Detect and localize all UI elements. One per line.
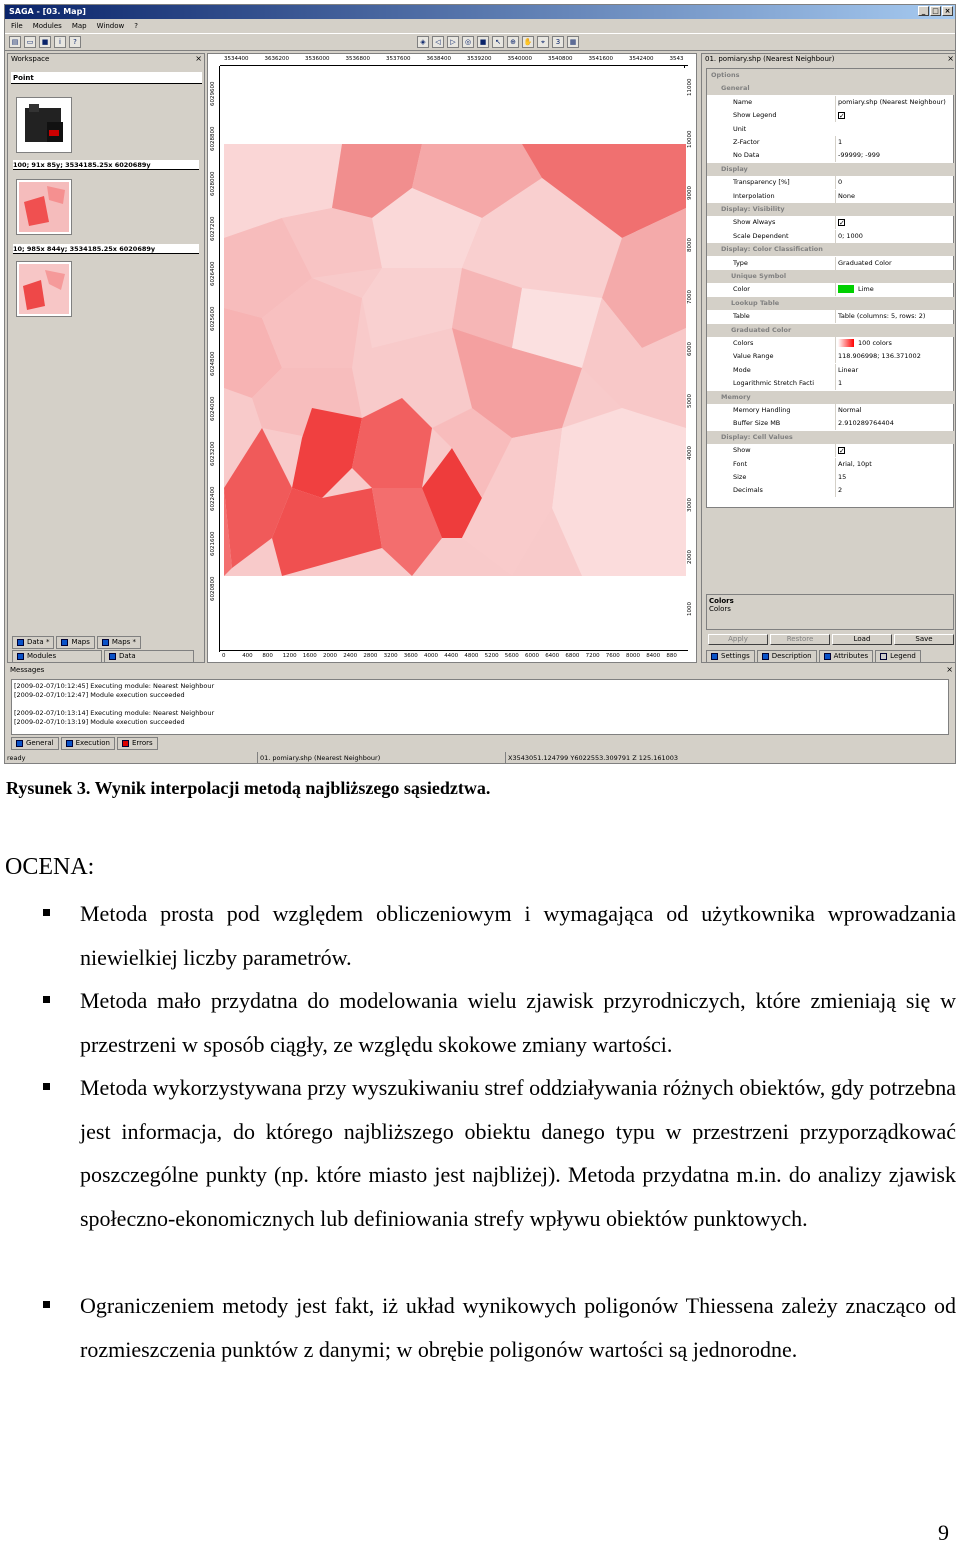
ruler-tick: 4800: [464, 653, 479, 659]
tab-errors[interactable]: [117, 737, 158, 750]
message-line: [2009-02-07/10:12:47] Module execution succeeded: [14, 691, 185, 699]
ruler-tick: 800: [262, 653, 273, 659]
checkbox-checked-icon[interactable]: [838, 219, 845, 226]
tab-label: Settings: [721, 652, 750, 660]
ruler-tick: 3540800: [548, 56, 573, 62]
ruler-tick: 5000: [687, 394, 693, 408]
ruler-tick: 6029600: [210, 81, 216, 106]
grid-thumbnail-1-image: [19, 182, 69, 232]
property-row[interactable]: [707, 377, 955, 390]
tab-settings[interactable]: [706, 650, 755, 663]
property-value[interactable]: [835, 216, 953, 229]
property-value-text: Normal: [838, 406, 862, 414]
color-swatch: [838, 339, 854, 347]
3d-icon[interactable]: 3: [552, 36, 564, 48]
ruler-tick: 6027200: [210, 216, 216, 241]
zoom-forward-icon[interactable]: ▷: [447, 36, 459, 48]
property-value-text: -99999; -999: [838, 151, 881, 160]
workspace-tabs-top: [12, 636, 141, 649]
ruler-tick: 3534400: [224, 56, 249, 62]
property-row[interactable]: [707, 417, 955, 430]
workspace-tree: [11, 72, 202, 638]
title-bar: [5, 5, 955, 19]
tab-legend[interactable]: [875, 650, 921, 663]
layout-icon[interactable]: ▦: [567, 36, 579, 48]
property-value[interactable]: [835, 230, 953, 243]
property-row[interactable]: [707, 283, 955, 296]
ruler-tick: 6020800: [210, 576, 216, 601]
description-text: Colors: [709, 605, 731, 613]
color-swatch: [838, 285, 854, 293]
property-row[interactable]: [707, 230, 955, 243]
status-bar: [5, 752, 955, 764]
property-category[interactable]: [707, 431, 955, 444]
tab-modules[interactable]: [12, 650, 102, 663]
tab-maps[interactable]: [56, 636, 94, 649]
bullet-item-2: Metoda mało przydatna do modelowania wielu zjawisk przyrodniczych, które zmieniają się w przestrzeni w sposób ciągły, ze względu skokowe zmiany wartości.: [80, 988, 956, 1057]
property-key: Memory Handling: [733, 406, 791, 414]
property-value[interactable]: [835, 149, 953, 162]
bullet-item-3: Metoda wykorzystywana przy wyszukiwaniu stref oddziaływania różnych obiektów, gdy potrzebna jest informacja, do którego najbliższego obiektu danego typu w przestrzeni przyporządkować poszczególne punkty (np. które miasto jest najbliżej). Metoda przydatna m.in. do analizy zjawisk społeczno-ekonomicznych lub definiowania strefy wpływu obiektów punktowych.: [80, 1075, 956, 1231]
ruler-tick: 3540000: [507, 56, 532, 62]
tab-label: Modules: [27, 652, 57, 660]
tab-label: Execution: [75, 739, 110, 747]
points-thumbnail-image: [19, 100, 69, 150]
properties-panel: [701, 53, 956, 663]
property-key: Color: [733, 285, 750, 294]
property-value[interactable]: [835, 190, 953, 203]
ruler-tick: 3539200: [467, 56, 492, 62]
property-row[interactable]: [707, 109, 955, 122]
map-view[interactable]: [207, 53, 697, 663]
data-icon: [17, 639, 24, 646]
property-row[interactable]: [707, 471, 955, 484]
property-row[interactable]: [707, 337, 955, 350]
tab-data-star[interactable]: [12, 636, 54, 649]
property-category[interactable]: [707, 324, 955, 337]
menu-window[interactable]: Window: [96, 22, 125, 30]
property-value-text: 1: [838, 379, 843, 388]
ruler-tick: 3536000: [305, 56, 330, 62]
figure-caption: Rysunek 3. Wynik interpolacji metodą najbliższego sąsiedztwa.: [6, 778, 491, 798]
property-value-text: 1: [838, 138, 843, 146]
messages-panel: [7, 665, 955, 751]
property-key: General: [721, 84, 750, 93]
apply-button[interactable]: Apply: [708, 634, 768, 645]
property-row[interactable]: [707, 257, 955, 270]
property-value[interactable]: [835, 471, 953, 484]
property-value[interactable]: [835, 109, 953, 122]
ruler-tick: 1600: [302, 653, 317, 659]
property-value-text: None: [838, 191, 855, 200]
property-key: Z-Factor: [733, 138, 760, 146]
ruler-tick: 3000: [687, 498, 693, 512]
tab-label: Data *: [27, 638, 50, 646]
workspace-tabs-bottom: [12, 650, 194, 663]
property-key: Scale Dependent: [733, 231, 789, 240]
data-icon: [109, 653, 116, 660]
layer-label-2[interactable]: 10; 985x 844y; 3534185.25x 6020689y: [13, 244, 199, 254]
grid-thumbnail-1[interactable]: [17, 180, 71, 234]
property-key: Type: [733, 258, 748, 267]
ruler-tick: 11000: [687, 78, 693, 96]
property-row[interactable]: [707, 444, 955, 457]
property-key: Logarithmic Stretch Facti: [733, 379, 815, 388]
property-category[interactable]: [707, 391, 955, 404]
property-row[interactable]: [707, 458, 955, 471]
status-ready: ready: [7, 754, 26, 762]
workspace-icon[interactable]: ▭: [24, 36, 36, 48]
zoom-full-icon[interactable]: ◈: [417, 36, 429, 48]
property-value[interactable]: [835, 404, 953, 417]
property-category[interactable]: [707, 297, 955, 310]
property-key: Mode: [733, 365, 751, 374]
property-value[interactable]: [835, 377, 953, 390]
ruler-tick: 5600: [504, 653, 519, 659]
synchronize-icon[interactable]: ■: [477, 36, 489, 48]
property-value-text: Table (columns: 5, rows: 2): [838, 312, 926, 321]
property-value[interactable]: [835, 176, 953, 189]
description-box: [706, 594, 954, 630]
workspace-panel: [7, 53, 205, 663]
grid-thumbnail-2[interactable]: [17, 262, 71, 316]
property-key: Display: Color Classification: [721, 245, 823, 254]
ruler-tick: 4000: [424, 653, 438, 659]
load-button[interactable]: Load: [832, 634, 892, 645]
minimize-button[interactable]: _: [918, 6, 929, 16]
bullet-item-1: Metoda prosta pod względem obliczeniowym i wymagająca od użytkownika wprowadzania niewielkiej liczby parametrów.: [80, 901, 956, 970]
tab-data[interactable]: [104, 650, 194, 663]
pan-icon[interactable]: ✋: [523, 38, 533, 46]
property-category[interactable]: [707, 270, 955, 283]
ruler-tick: 6000: [687, 342, 693, 356]
toolbar: [5, 33, 955, 51]
property-row[interactable]: [707, 96, 955, 109]
property-key: Interpolation: [733, 191, 775, 200]
property-row[interactable]: [707, 350, 955, 363]
property-value-text: Linear: [838, 365, 859, 374]
property-key: Transparency [%]: [733, 178, 790, 187]
modules-icon: [17, 653, 24, 660]
property-key: No Data: [733, 151, 760, 160]
tab-label: Maps: [71, 638, 90, 646]
property-row[interactable]: [707, 123, 955, 136]
messages-title: Messages: [10, 666, 45, 674]
bullet-marker: [43, 996, 50, 1003]
property-key: Colors: [733, 339, 754, 347]
property-key: Graduated Color: [731, 325, 792, 334]
property-value[interactable]: [835, 444, 953, 457]
bullet-marker: [43, 909, 50, 916]
property-value-text: 0: [838, 178, 843, 187]
property-value-text: pomiary.shp (Nearest Neighbour): [838, 97, 946, 106]
save-button[interactable]: Save: [894, 634, 954, 645]
message-line: [2009-02-07/10:13:19] Module execution succeeded: [14, 718, 185, 726]
property-key: Table: [733, 312, 750, 321]
property-value-text: 2.910289764404: [838, 419, 894, 428]
status-coordinates: X3543051.124799 Y6022553.309791 Z 125.161003: [505, 752, 678, 764]
zoom-active-icon[interactable]: ◎: [462, 36, 474, 48]
error-icon: [122, 740, 129, 747]
property-key: Buffer Size MB: [733, 419, 781, 428]
ruler-left: [208, 66, 220, 652]
ruler-tick: 6021600: [210, 531, 216, 556]
message-line: [14, 700, 946, 709]
menu-map[interactable]: Map: [71, 22, 87, 30]
tab-label: Maps *: [111, 638, 137, 646]
ruler-bottom: [220, 650, 688, 662]
property-row[interactable]: [707, 404, 955, 417]
property-row[interactable]: [707, 136, 955, 149]
property-value-text: Lime: [858, 285, 874, 294]
close-icon[interactable]: ×: [195, 54, 202, 63]
props-icon[interactable]: ■: [39, 36, 51, 48]
tab-label: Data: [119, 652, 136, 660]
zoom-icon[interactable]: ⊕: [507, 36, 519, 48]
message-line: [2009-02-07/10:12:45] Executing module: Nearest Neighbour: [14, 682, 215, 690]
property-value[interactable]: [835, 310, 953, 323]
property-key: Decimals: [733, 486, 763, 495]
property-category[interactable]: [707, 69, 955, 82]
ruler-tick: 0: [222, 653, 226, 659]
maps-icon: [61, 639, 68, 646]
workspace-title: Workspace: [11, 55, 50, 63]
property-value[interactable]: [835, 136, 953, 149]
ruler-tick: 3638400: [426, 56, 451, 62]
property-value-text: 2: [838, 486, 843, 495]
open-icon[interactable]: ▤: [9, 36, 21, 48]
property-value[interactable]: [835, 337, 953, 350]
ruler-tick: 3537600: [386, 56, 411, 62]
ruler-tick: 6025600: [210, 306, 216, 331]
bullet-marker: [43, 1083, 50, 1090]
property-value[interactable]: [835, 364, 953, 377]
ruler-tick: 9000: [687, 186, 693, 200]
property-value[interactable]: [835, 350, 953, 363]
tab-general[interactable]: [11, 737, 59, 750]
tab-label: General: [26, 739, 54, 747]
tab-label: Errors: [131, 739, 153, 747]
property-category[interactable]: [707, 163, 955, 176]
select-icon[interactable]: ↖: [492, 36, 504, 48]
grid-thumbnail-2-image: [19, 264, 69, 314]
property-key: Lookup Table: [731, 298, 780, 307]
description-title: Colors: [709, 597, 734, 605]
tab-label: Description: [771, 652, 812, 660]
property-key: Display: Visibility: [721, 205, 785, 213]
messages-log[interactable]: [11, 679, 949, 735]
info-icon: [762, 653, 769, 660]
ruler-tick: 6800: [565, 653, 580, 659]
tab-attributes[interactable]: [819, 650, 874, 663]
property-row[interactable]: [707, 216, 955, 229]
property-value-text: 118.906998; 136.371002: [838, 352, 921, 361]
property-category[interactable]: [707, 203, 955, 216]
property-category[interactable]: [707, 82, 955, 95]
ruler-tick: 6028800: [210, 126, 216, 151]
ruler-tick: 7600: [605, 653, 620, 659]
maps-icon: [102, 639, 109, 646]
property-value[interactable]: [835, 96, 953, 109]
ruler-tick: 3200: [383, 653, 398, 659]
ruler-tick: 1000: [687, 602, 693, 616]
measure-icon[interactable]: ⌖: [537, 36, 549, 48]
messages-tabs: [11, 737, 158, 750]
restore-button[interactable]: Restore: [770, 634, 830, 645]
menu-bar: [5, 19, 955, 33]
property-key: Show Always: [733, 218, 776, 227]
status-layer: 01. pomiary.shp (Nearest Neighbour): [257, 752, 380, 764]
bullet-marker: [43, 1301, 50, 1308]
ruler-tick: 5200: [484, 653, 499, 659]
legend-icon: [880, 653, 887, 660]
properties-table: [706, 68, 954, 508]
menu-file[interactable]: File: [11, 22, 23, 30]
close-button[interactable]: ×: [942, 6, 953, 16]
property-row[interactable]: [707, 484, 955, 497]
layer-label-1[interactable]: 100; 91x 85y; 3534185.25x 6020689y: [13, 160, 199, 170]
ruler-tick: 2800: [363, 653, 378, 659]
ruler-tick: 4400: [444, 653, 459, 659]
ruler-tick: 1200: [282, 653, 297, 659]
property-row[interactable]: [707, 190, 955, 203]
tab-execution[interactable]: [61, 737, 115, 750]
property-category[interactable]: [707, 243, 955, 256]
ruler-tick: 8000: [687, 238, 693, 252]
property-key: Size: [733, 473, 747, 481]
ruler-tick: 7000: [687, 290, 693, 304]
property-key: Font: [733, 459, 748, 468]
ruler-top: [220, 54, 688, 66]
info-icon[interactable]: i: [54, 36, 66, 48]
property-value[interactable]: [835, 458, 953, 471]
property-value[interactable]: [835, 257, 953, 270]
property-row[interactable]: [707, 310, 955, 323]
tab-label: Legend: [890, 652, 916, 660]
ruler-tick: 3541600: [588, 56, 613, 62]
property-key: Display: Cell Values: [721, 432, 793, 441]
help-icon[interactable]: ?: [69, 36, 81, 48]
property-key: Unique Symbol: [731, 272, 787, 280]
ruler-tick: 6026400: [210, 261, 216, 286]
ruler-tick: 6400: [545, 653, 560, 659]
maximize-button[interactable]: □: [930, 6, 941, 16]
workspace-header: Point: [11, 72, 202, 84]
attributes-icon: [824, 653, 831, 660]
ruler-tick: 10000: [687, 130, 693, 148]
menu-help[interactable]: ?: [134, 22, 138, 30]
ruler-tick: 2000: [687, 550, 693, 564]
property-value-text: Arial, 10pt: [838, 459, 872, 468]
bullet-item-4: Ograniczeniem metody jest fakt, iż układ wynikowych poligonów Thiessena zależy znacząco od rozmieszczenia punktów z danymi; w obrębie poligonów wartości są jednorodne.: [80, 1293, 956, 1362]
settings-icon: [711, 653, 718, 660]
ruler-tick: 3536800: [345, 56, 370, 62]
ruler-tick: 3636200: [264, 56, 289, 62]
ruler-tick: 880: [666, 653, 677, 659]
ruler-tick: 2000: [323, 653, 337, 659]
ruler-tick: 400: [242, 653, 253, 659]
ruler-tick: 6022400: [210, 486, 216, 511]
property-key: Show Legend: [733, 111, 777, 120]
tab-maps-star[interactable]: [97, 636, 141, 649]
property-key: Name: [733, 97, 753, 106]
property-value-text: 100 colors: [858, 339, 892, 347]
zoom-back-icon[interactable]: ◁: [432, 36, 444, 48]
ruler-tick: 3600: [403, 653, 418, 659]
info-icon: [16, 740, 23, 747]
property-key: Options: [711, 71, 740, 79]
ruler-tick: 4000: [687, 446, 693, 460]
property-value-text: 15: [838, 473, 847, 481]
property-key: Unit: [733, 124, 747, 133]
points-thumbnail[interactable]: [17, 98, 71, 152]
voronoi-map: [222, 68, 686, 650]
section-heading: OCENA:: [5, 854, 95, 880]
property-key: Memory: [721, 392, 751, 401]
property-value[interactable]: [835, 484, 953, 497]
info-icon: [66, 740, 73, 747]
checkbox-checked-icon[interactable]: [838, 112, 845, 119]
page-number: 9: [938, 1520, 949, 1545]
properties-tabs: [706, 650, 921, 663]
ruler-tick: 6024000: [210, 396, 216, 421]
ruler-tick: 8400: [646, 653, 661, 659]
close-icon[interactable]: ×: [946, 665, 953, 674]
window-title: SAGA - [03. Map]: [9, 7, 86, 16]
saga-window: [4, 4, 956, 764]
checkbox-checked-icon[interactable]: [838, 447, 845, 454]
ruler-tick: 6028000: [210, 171, 216, 196]
ruler-tick: 7200: [585, 653, 600, 659]
ruler-tick: 3543: [669, 56, 684, 62]
ruler-tick: 6023200: [210, 441, 216, 466]
property-key: Value Range: [733, 352, 774, 361]
message-line: [2009-02-07/10:13:14] Executing module: Nearest Neighbour: [14, 709, 215, 717]
menu-modules[interactable]: Modules: [32, 22, 62, 30]
ruler-tick: 8000: [626, 653, 640, 659]
property-value-text: Graduated Color: [838, 258, 892, 267]
property-row[interactable]: [707, 149, 955, 162]
tab-description[interactable]: [757, 650, 817, 663]
property-row[interactable]: [707, 176, 955, 189]
ruler-tick: 6024800: [210, 351, 216, 376]
property-key: Show: [733, 446, 751, 455]
close-icon[interactable]: ×: [947, 54, 954, 63]
property-value[interactable]: [835, 283, 953, 296]
ruler-tick: 2400: [343, 653, 358, 659]
property-value[interactable]: [835, 417, 953, 430]
properties-title: 01. pomiary.shp (Nearest Neighbour): [705, 55, 835, 63]
property-key: Display: [721, 164, 748, 173]
ruler-tick: 3542400: [629, 56, 654, 62]
property-value-text: 0; 1000: [838, 231, 863, 240]
ruler-tick: 6000: [525, 653, 539, 659]
property-row[interactable]: [707, 364, 955, 377]
tab-label: Attributes: [833, 652, 869, 660]
